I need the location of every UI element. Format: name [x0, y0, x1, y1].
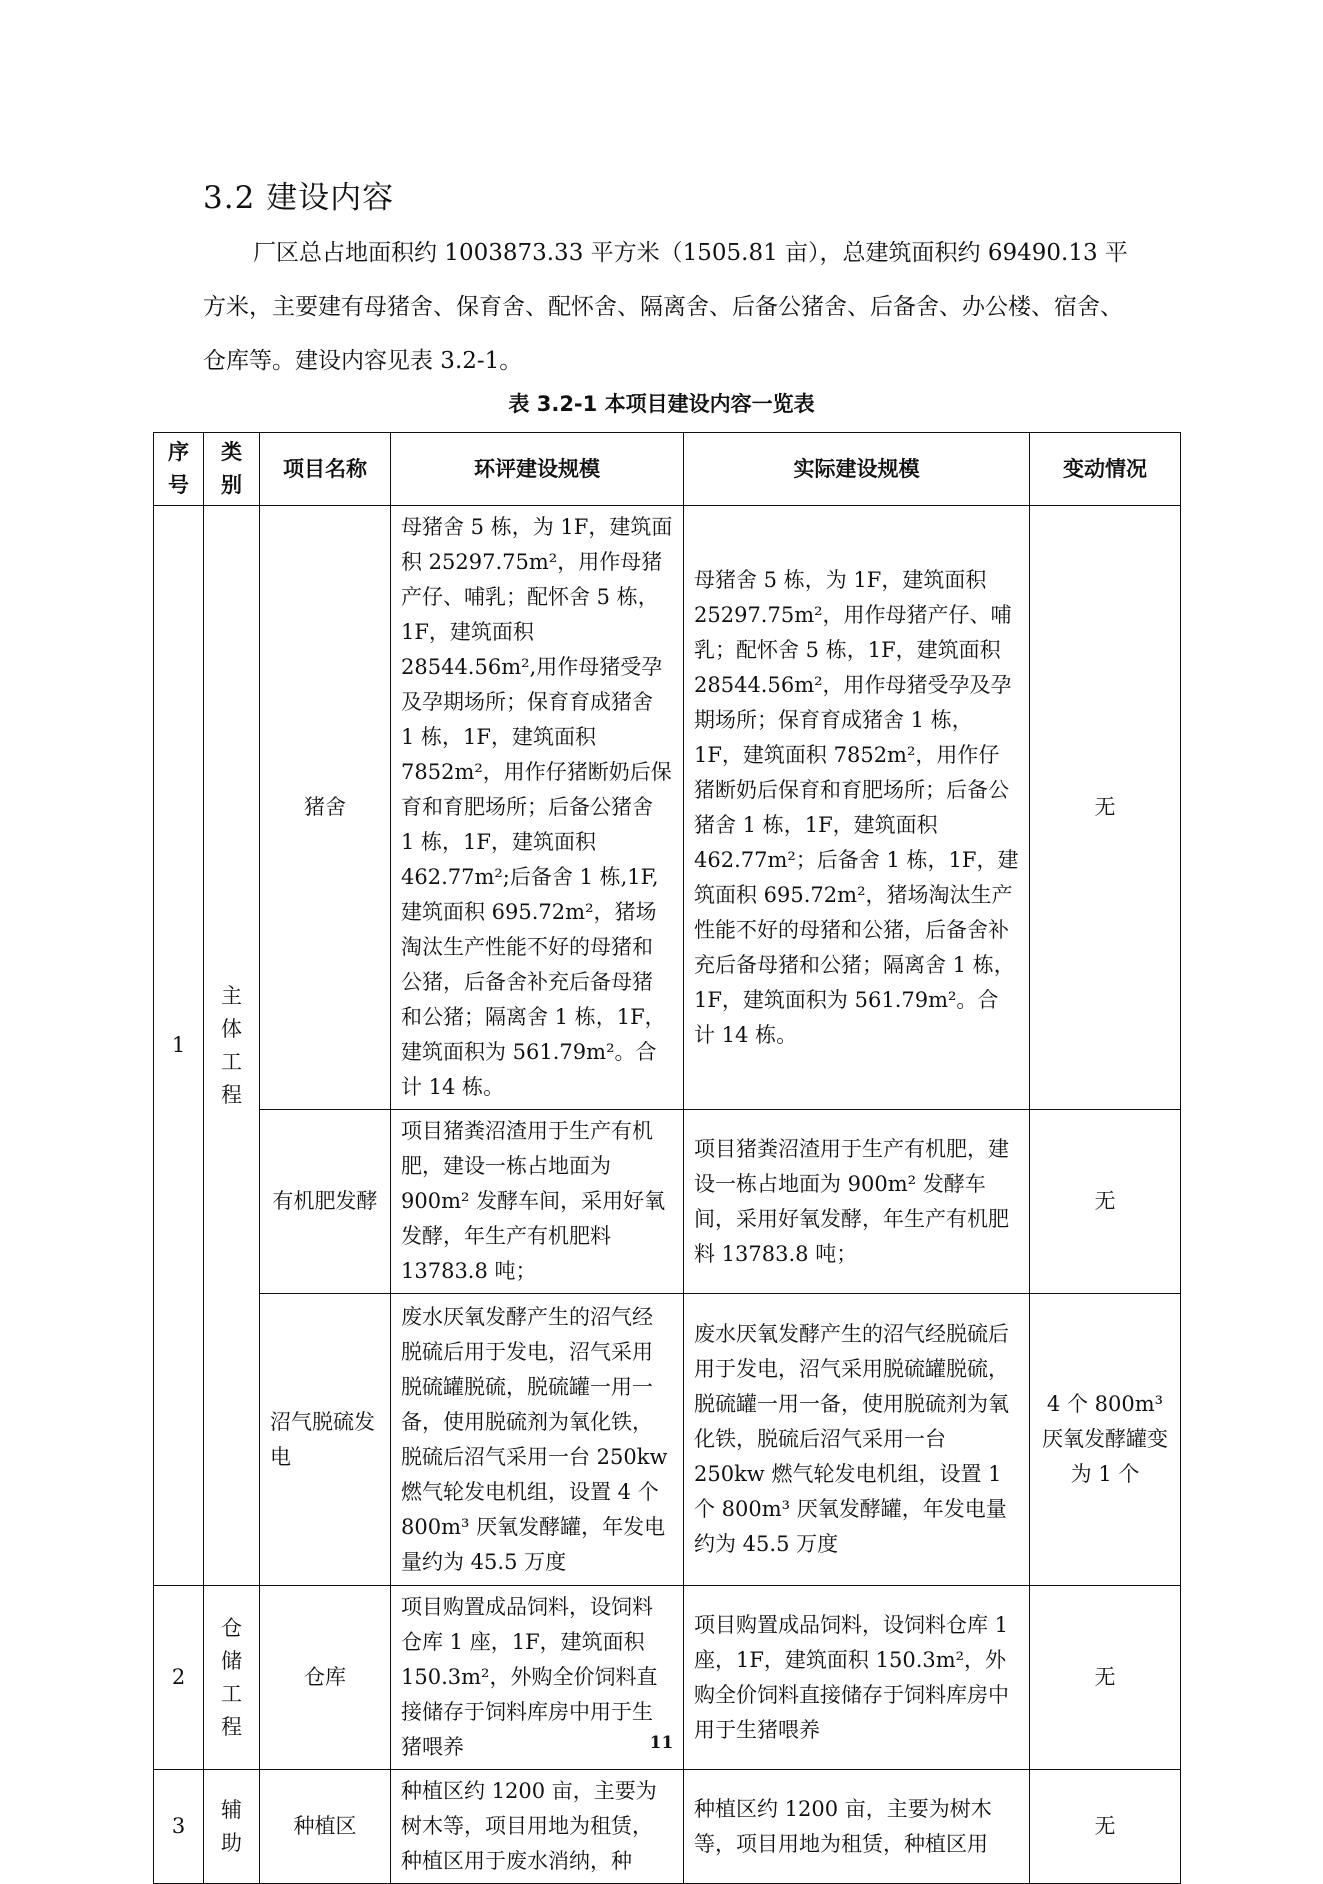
row-eia-scale: 废水厌氧发酵产生的沼气经脱硫后用于发电，沼气采用脱硫罐脱硫，脱硫罐一用一备，使用脱硫剂为氧化铁，脱硫后沼气采用一台 250kw 燃气轮发电机组，设置 4 个 800m³ 厌氧发酵罐，年发电量约为 45.5 万度: [391, 1294, 684, 1586]
group-category: 主 体 工 程: [204, 506, 260, 1586]
header-seq: 序 号: [154, 433, 204, 506]
row-actual-scale: 种植区约 1200 亩，主要为树木等，项目用地为租赁，种植区用: [684, 1770, 1030, 1884]
table-row: [154, 1294, 1181, 1586]
row-actual-scale: 母猪舍 5 栋，为 1F，建筑面积 25297.75m²，用作母猪产仔、哺乳；配怀舍 5 栋，1F，建筑面积 28544.56m²，用作母猪受孕及孕期场所；保育育成猪舍 1 栋，1F，建筑面积 7852m²，用作仔猪断奶后保育和育肥场所；后备公猪舍 1 栋，1F，建筑面积 462.77m²；后备舍 1 栋，1F，建筑面积 695.72m²，猪场淘汰生产性能不好的母猪和公猪，后备舍补充后备母猪和公猪；隔离舍 1 栋，1F，建筑面积为 561.79m²。合计 14 栋。: [684, 506, 1030, 1110]
header-eia-scale: 环评建设规模: [391, 433, 684, 506]
table-caption: 表 3.2-1 本项目建设内容一览表: [508, 392, 815, 416]
header-project-name: 项目名称: [260, 433, 391, 506]
construction-content-table: [153, 432, 1181, 1884]
row-eia-scale: 种植区约 1200 亩，主要为树木等，项目用地为租赁，种植区用于废水消纳，种: [391, 1770, 684, 1884]
group-seq: 2: [154, 1586, 204, 1770]
header-change: 变动情况: [1030, 433, 1181, 506]
group-seq: 3: [154, 1770, 204, 1884]
row-change: 无: [1030, 506, 1181, 1110]
row-eia-scale: 项目购置成品饲料，设饲料仓库 1 座，1F，建筑面积 150.3m²，外购全价饲料直接储存于饲料库房中用于生猪喂养: [391, 1586, 684, 1770]
row-actual-scale: 废水厌氧发酵产生的沼气经脱硫后用于发电，沼气采用脱硫罐脱硫，脱硫罐一用一备，使用脱硫剂为氧化铁，脱硫后沼气采用一台 250kw 燃气轮发电机组，设置 1 个 800m³ 厌氧发酵罐，年发电量约为 45.5 万度: [684, 1294, 1030, 1586]
intro-paragraph: [203, 226, 1143, 388]
table-row: [154, 506, 1181, 1110]
header-category: 类 别: [204, 433, 260, 506]
row-actual-scale: 项目购置成品饲料，设饲料仓库 1 座，1F，建筑面积 150.3m²，外购全价饲料直接储存于饲料库房中用于生猪喂养: [684, 1586, 1030, 1770]
row-change: 无: [1030, 1110, 1181, 1294]
table-row: [154, 1770, 1181, 1884]
group-category: 辅 助: [204, 1770, 260, 1884]
intro-paragraph-text: 厂区总占地面积约 1003873.33 平方米（1505.81 亩），总建筑面积约 69490.13 平方米，主要建有母猪舍、保育舍、配怀舍、隔离舍、后备公猪舍、后备舍、办公楼、宿舍、仓库等。建设内容见表 3.2-1。: [203, 240, 1128, 374]
group-category: 仓 储 工 程: [204, 1586, 260, 1770]
row-project-name: 沼气脱硫发电: [260, 1294, 391, 1586]
table-header-row: [154, 433, 1181, 506]
row-project-name: 有机肥发酵: [260, 1110, 391, 1294]
row-project-name: 种植区: [260, 1770, 391, 1884]
row-change: 无: [1030, 1586, 1181, 1770]
row-project-name: 仓库: [260, 1586, 391, 1770]
page-number: 11: [649, 1733, 674, 1753]
section-heading: 3.2 建设内容: [203, 180, 395, 216]
row-actual-scale: 项目猪粪沼渣用于生产有机肥，建设一栋占地面为 900m² 发酵车间，采用好氧发酵，年生产有机肥料 13783.8 吨；: [684, 1110, 1030, 1294]
group-seq: 1: [154, 506, 204, 1586]
row-change: 无: [1030, 1770, 1181, 1884]
row-change: 4 个 800m³ 厌氧发酵罐变为 1 个: [1030, 1294, 1181, 1586]
table-row: [154, 1110, 1181, 1294]
row-project-name: 猪舍: [260, 506, 391, 1110]
row-eia-scale: 项目猪粪沼渣用于生产有机肥，建设一栋占地面为 900m² 发酵车间，采用好氧发酵，年生产有机肥料 13783.8 吨；: [391, 1110, 684, 1294]
row-eia-scale: 母猪舍 5 栋，为 1F，建筑面积 25297.75m²，用作母猪产仔、哺乳；配怀舍 5 栋，1F，建筑面积 28544.56m²,用作母猪受孕及孕期场所；保育育成猪舍 1 栋，1F，建筑面积 7852m²，用作仔猪断奶后保育和育肥场所；后备公猪舍 1 栋，1F，建筑面积 462.77m²;后备舍 1 栋,1F,建筑面积 695.72m²，猪场淘汰生产性能不好的母猪和公猪，后备舍补充后备母猪和公猪；隔离舍 1 栋，1F，建筑面积为 561.79m²。合计 14 栋。: [391, 506, 684, 1110]
header-actual-scale: 实际建设规模: [684, 433, 1030, 506]
